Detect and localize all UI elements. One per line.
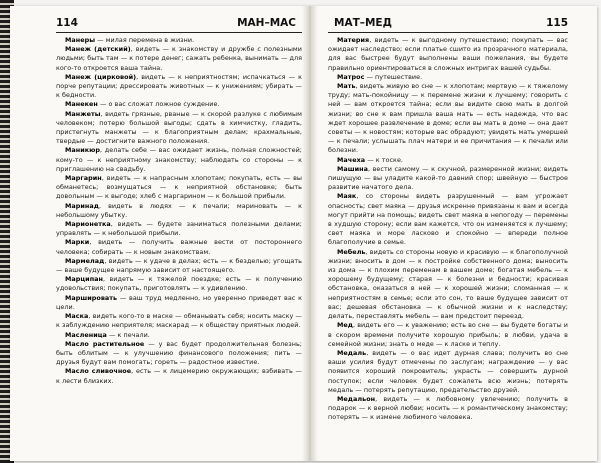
dictionary-entry — [56, 238, 302, 256]
entry-headword: Манеж (детский) — [65, 45, 131, 54]
entry-definition: , видеть — к напрасным хлопотам; покупать, есть — вы обманетесь; возмущаться — к неприятной обстановке; быть довольным — к выгоде; хлеб с маргарином — к большой прибыли. — [56, 174, 302, 201]
entry-definition: , видеть — к тяжелой поездке; есть — к получению удовольствия; покупать, приготовлять — к удивлению. — [56, 275, 302, 293]
entry-headword: Мачеха — [337, 155, 366, 164]
entry-definition: , видеть — получить важные вести от постороннего человека; собирать — к новым знакомствам. — [56, 238, 302, 256]
entry-definition: , видеть — к знакомству и дружбе с полезными людьми; быть там — к потере денег; сажать ребенка, вынимать — для кого-то откроется ваша тайна. — [56, 45, 302, 72]
entry-definition: — к тоске. — [365, 155, 404, 164]
entry-definition: , со стороны видеть разрушенный — вам угрожает опасность; свет маяка — друзья искренне привязаны к вам и всегда могут прийти на помощь; видеть свет маяка в непогоду — перемены в худшую сторону; если вам кажется, что он изменяется к лучшему; свет маяка и море ласково и спокойно — впереди полное благополучие в семье. — [328, 192, 568, 247]
entry-headword: Маргарин — [65, 174, 102, 183]
entry-headword: Манеж (цирковой) — [65, 72, 137, 81]
entry-headword: Маринад — [65, 201, 99, 210]
entry-headword: Марки — [65, 238, 90, 247]
dictionary-entry — [328, 321, 568, 349]
entry-definition: — у вас будет продолжительная болезнь; быть облитым — к улучшению финансового положения; пить — друзья будут вам помогать; гореть — радостное известие. — [56, 339, 302, 367]
dictionary-entry — [328, 73, 568, 82]
entry-headword: Манжеты — [65, 109, 101, 118]
entry-definition: , видеть в людях — к печали; мариновать — к небольшому убытку. — [56, 201, 302, 219]
right-page-number: 115 — [546, 17, 568, 29]
left-page-number: 114 — [56, 17, 78, 29]
entry-headword: Мед — [337, 321, 354, 330]
entry-headword: Матрос — [337, 72, 365, 81]
dictionary-entry — [56, 202, 302, 220]
dictionary-entry — [328, 156, 568, 165]
dictionary-entry — [56, 294, 302, 312]
dictionary-entry — [328, 395, 568, 423]
entry-definition: , видеть — к неприятностям; испачкаться — к порче репутации; дрессировать животных — к унижениям; убирать — к бедности. — [56, 72, 302, 100]
entry-headword: Маяк — [337, 192, 357, 201]
entry-headword: Масло растительное — [65, 339, 145, 348]
dictionary-entry — [56, 73, 302, 101]
dictionary-entry — [56, 257, 302, 275]
entry-headword: Марципан — [65, 275, 104, 284]
dictionary-entry — [328, 165, 568, 193]
dictionary-entry — [56, 45, 302, 73]
entry-definition: , видеть со стороны новую и красивую — к благополучной жизни; вносить в дом — к постройке собственного дома; выносить из дома — к плохим переменам в вашем доме; богатая мебель — к хорошему будущему; старая — к болезни и бедности; красивая обстановка, оказаться в ней — к хорошей жизни; сломанная — к неприятностям в семье; если это сон, то ваше будущее зависит от вас; дешевая обстановка — к обычной жизни и к наследству; делать, переставлять мебель — вам предстоит переезд. — [328, 247, 568, 321]
dictionary-entry — [56, 110, 302, 147]
right-running-head — [328, 16, 568, 33]
entry-definition: — к печали. — [106, 330, 150, 339]
entry-definition: , видеть живую во сне — к хлопотам; мертвую — к тяжелому труду; мать-покойницу — к перемене жизни к лучшему; говорить с ней — вам откроется тайна; если вы видите свою мать в долгой жизни; во сне к вам пришла ваша мать — есть надежда, что вас ждет хорошее развлечение в доме; если вы мать в доме — она дает советы — к новостям; которые вас обрадуют; увидеть мать умершей — к печали; услышать плач матери и ее причитания — к печали или болезни. — [328, 82, 568, 155]
left-page-text — [56, 36, 302, 456]
entry-headword: Маршировать — [65, 293, 118, 302]
entry-definition: , видеть грязные, рваные — к скорой разлуке с любимым человеком; потерю большой выгоды; сдать в химчистку, гладить, пристегнуть манжеты — к благоприятным делам; крахмальные, твердые — достигните важного положения. — [56, 109, 302, 146]
entry-headword: Мебель — [337, 247, 366, 256]
dictionary-entry — [56, 100, 302, 109]
entry-definition: , видеть его — к уважению; есть во сне — вы будете богаты и в скором времени получите хорошую прибыль; в любви, удача в семейной жизни; знать о меде — к ласке и теплу. — [328, 321, 568, 348]
entry-definition: , делать себе — вас ожидает жизнь, полная сложностей; кому-то — к неприятному знакомству; наблюдать со стороны — к приглашению на свадьбу. — [56, 146, 302, 173]
dictionary-entry — [56, 146, 302, 174]
entry-definition: , видеть — к любовному увлечению; получить в подарок — к верной любви; носить — к романтическому знакомству; потерять — к измене любимого человека. — [328, 394, 568, 422]
entry-definition: , видеть кого-то в маске — обманывать себя; носить маску — к заблуждению неприятеля; маскарад — к обществу приятных людей. — [56, 312, 302, 330]
entry-definition: , есть — к лицемерию окружающих; взбивать — к лести близких. — [56, 367, 302, 385]
entry-headword: Манекен — [65, 100, 98, 109]
entry-definition: — ваш труд медленно, но уверенно приведет вас к цели. — [56, 293, 302, 311]
entry-definition: , видеть — о вас идет дурная слава; получить во сне ваши усилия будут отмечены по заслугам; награждение — у вас появится хороший покровитель; украсть — совершить дурной поступок; если человек будет сожалеть всю жизнь; потерять медаль — потерять репутацию, предательство друзей. — [328, 348, 568, 394]
entry-headword: Манеры — [65, 36, 96, 44]
dictionary-entry — [328, 82, 568, 156]
entry-headword: Маникюр — [65, 146, 101, 155]
right-page-text — [328, 36, 568, 456]
entry-definition: , видеть — будете заниматься полезными делами; управлять — к небольшой прибыли. — [56, 220, 302, 238]
book-gutter — [302, 6, 318, 461]
dictionary-entry — [56, 275, 302, 293]
dictionary-entry — [328, 349, 568, 395]
entry-definition: — о вас сложат ложное суждение. — [97, 100, 220, 109]
dictionary-entry — [328, 248, 568, 322]
entry-definition: , видеть — к выгодному путешествию; покупать — вас ожидает наследство; если платье сшито из прозрачного материала, для вас быстрее будут выполнены ваши пожелания, вы будете правильно ориентироваться в сложных интригах вашей судьбы. — [328, 36, 568, 72]
dictionary-entry — [56, 220, 302, 238]
dictionary-entry — [56, 340, 302, 368]
dictionary-entry — [328, 192, 568, 247]
entry-headword: Материя — [337, 36, 370, 44]
entry-definition: , вести самому — к скучной, размеренной жизни; видеть пишущую — вы уладите какой-то давний спор; швейную — быстрое развитие начатого дела. — [328, 164, 568, 192]
entry-headword: Мармелад — [65, 256, 105, 265]
entry-headword: Масло сливочное — [65, 367, 132, 376]
dictionary-entry — [56, 312, 302, 330]
entry-headword: Маска — [65, 312, 89, 321]
entry-definition: , видеть — к удаче в делах; есть — к безделью; угощать — ваше будущее напрямую зависит от настоящего. — [56, 256, 302, 275]
dictionary-entry — [56, 174, 302, 202]
right-running-title: МАТ–МЕД — [334, 17, 392, 29]
entry-headword: Масленица — [65, 330, 107, 339]
open-book — [10, 6, 597, 461]
entry-headword: Марионетка — [65, 220, 111, 229]
dictionary-entry — [56, 367, 302, 385]
entry-headword: Машина — [337, 164, 368, 173]
left-running-title: МАН–МАС — [237, 17, 296, 29]
entry-headword: Мать — [337, 82, 356, 91]
dictionary-entry — [328, 36, 568, 73]
entry-headword: Медальон — [337, 394, 376, 403]
entry-headword: Медаль — [337, 348, 367, 357]
entry-definition: — путешествие. — [364, 72, 423, 81]
dictionary-entry — [56, 331, 302, 340]
dictionary-entry — [56, 36, 302, 45]
left-running-head — [56, 16, 302, 33]
entry-definition: — милая перемена в жизни. — [95, 36, 195, 44]
